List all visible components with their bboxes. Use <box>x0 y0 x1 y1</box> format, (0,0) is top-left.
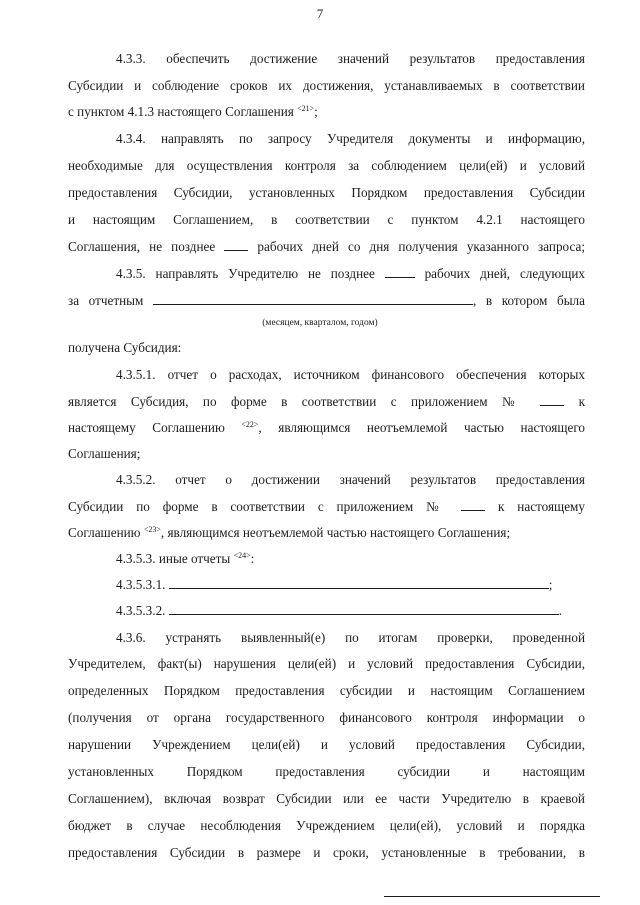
text-line: установленных Порядком предоставления субсидии и настоящим <box>68 764 585 779</box>
text-line: получена Субсидия: <box>68 340 182 355</box>
text-line: с пунктом 4.1.3 настоящего Соглашения $^{<21>}$; <box>68 104 318 119</box>
text-line: 4.3.6. устранять выявленный(е) по итогам проверки, проведенной <box>116 630 585 645</box>
text-line: бюджет в случае несоблюдения Учреждением цели(ей), условий и порядка <box>68 818 585 833</box>
blank-field[interactable] <box>461 499 485 511</box>
text-line: Соглашению $^{<23>}$, являющимся неотъемлемой частью настоящего Соглашения; <box>68 525 511 540</box>
blank-field[interactable] <box>540 394 564 406</box>
text-line: является Субсидия, по форме в соответствии с приложением № к <box>68 394 586 409</box>
blank-field[interactable] <box>169 603 559 615</box>
text-line: предоставления Субсидии, установленных Порядком предоставления Субсидии <box>68 185 585 200</box>
text-line: Субсидии и соблюдение сроков их достижения, устанавливаемых в соответствии <box>68 78 585 93</box>
text-line: Субсидии по форме в соответствии с приложением № к настоящему <box>68 499 585 514</box>
footnote-ref: <22> <box>241 420 259 429</box>
text-line: 4.3.5.3.2. . <box>116 603 563 618</box>
footnote-ref: <21> <box>297 104 315 113</box>
text-line: Учредителем, факт(ы) нарушения цели(ей) и условий предоставления Субсидии, <box>68 656 585 671</box>
text-line: и настоящим Соглашением, в соответствии с пунктом 4.2.1 настоящего <box>68 212 585 227</box>
footnote-ref: <23> <box>143 525 161 534</box>
text-line: нарушении Учреждением цели(ей) и условий предоставления Субсидии, <box>68 737 585 752</box>
text-line: настоящему Соглашению $^{<22>}$, являющимся неотъемлемой частью настоящего <box>68 420 585 435</box>
text-line: 4.3.5.2. отчет о достижении значений результатов предоставления <box>116 472 585 487</box>
footnote-ref: <24> <box>233 551 251 560</box>
page-number: 7 <box>316 6 324 21</box>
text-line: 4.3.5. направлять Учредителю не позднее рабочих дней, следующих <box>116 266 586 281</box>
blank-field[interactable] <box>224 239 248 251</box>
text-line: 4.3.5.1. отчет о расходах, источником финансового обеспечения которых <box>116 367 585 382</box>
footer-rule <box>384 896 600 897</box>
text-line: Соглашения, не позднее рабочих дней со дня получения указанного запроса; <box>68 239 586 254</box>
field-caption: (месяцем, кварталом, годом) <box>262 318 378 328</box>
text-line: Соглашением), включая возврат Субсидии или ее части Учредителю в краевой <box>68 791 585 806</box>
text-line: необходимые для осуществления контроля за соблюдением цели(ей) и условий <box>68 158 585 173</box>
blank-field[interactable] <box>169 577 549 589</box>
text-line: 4.3.5.3. иные отчеты $^{<24>}$: <box>116 551 255 566</box>
text-line: предоставления Субсидии в размере и сроки, установленные в требовании, в <box>68 845 585 860</box>
blank-field[interactable] <box>153 293 473 305</box>
text-line: за отчетным , в котором была <box>68 293 585 308</box>
text-line: 4.3.4. направлять по запросу Учредителя документы и информацию, <box>116 131 585 146</box>
text-line: 4.3.5.3.1. ; <box>116 577 553 592</box>
text-line: (получения от органа государственного финансового контроля информации о <box>68 710 585 725</box>
text-line: Соглашения; <box>68 446 141 461</box>
blank-field[interactable] <box>385 266 415 278</box>
text-line: 4.3.3. обеспечить достижение значений результатов предоставления <box>116 51 585 66</box>
text-line: определенных Порядком предоставления субсидии и настоящим Соглашением <box>68 683 585 698</box>
